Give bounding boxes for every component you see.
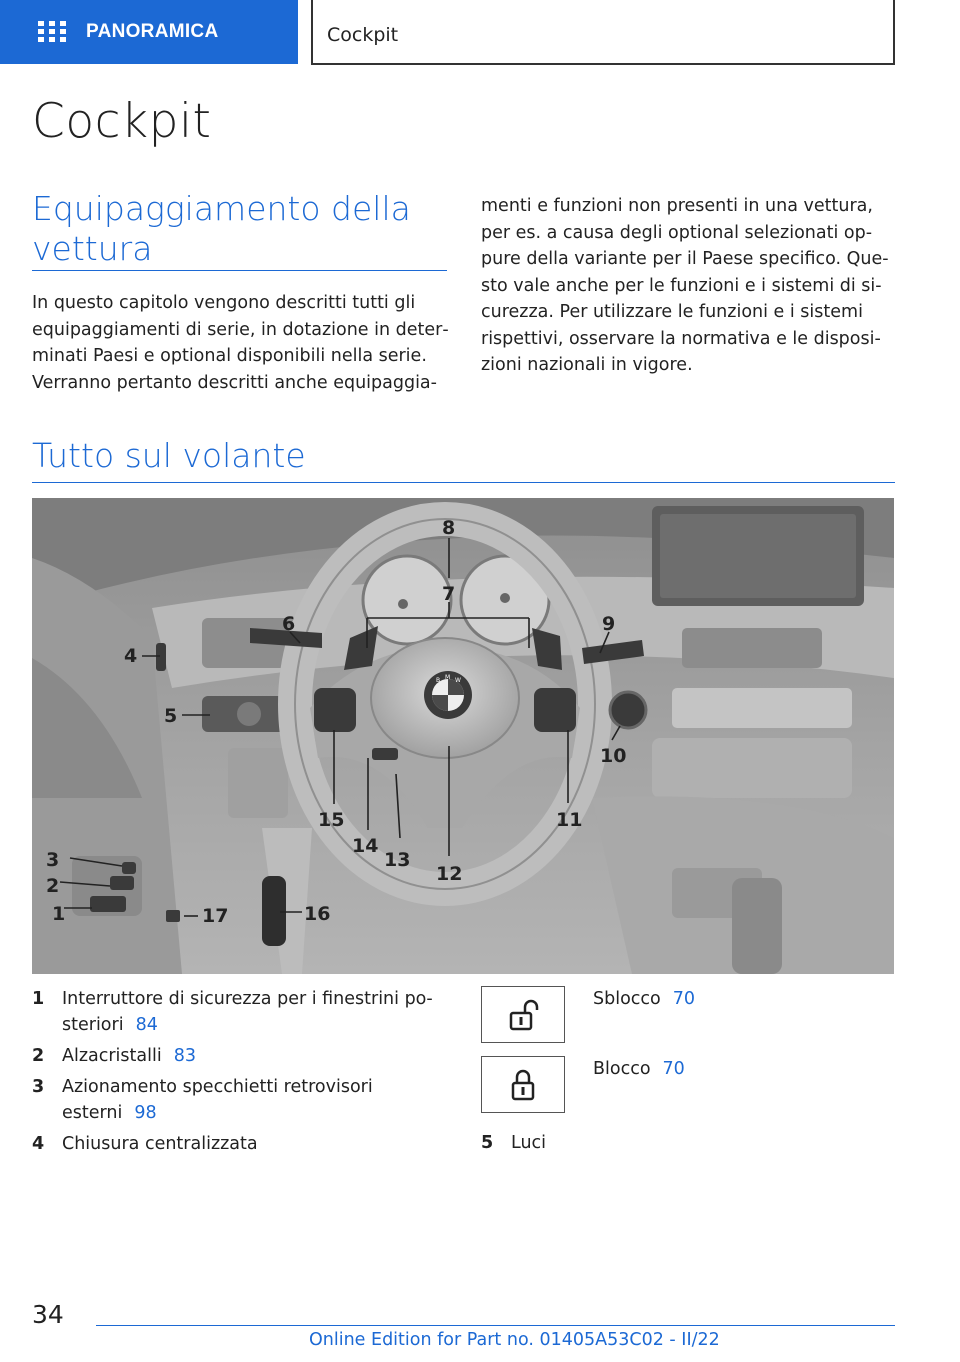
callout-8: 8 [442,517,456,539]
callout-16: 16 [304,903,331,925]
lock-row [481,1056,901,1126]
page-title: Cockpit [32,94,212,149]
legend-list-left [32,986,462,1162]
list-item [32,1074,462,1126]
page-number: 34 [32,1300,64,1329]
legend-list-right [481,986,901,1161]
callout-2: 2 [46,875,60,897]
logo-letter: B [436,677,441,684]
callout-6: 6 [282,613,296,635]
page-reference-link[interactable]: 84 [135,1015,158,1035]
list-item-text: Chiusura centralizzata [62,1134,258,1154]
grid-icon [38,21,66,43]
list-item [32,986,462,1038]
unlock-row [481,986,901,1056]
list-item-text: Alzacristalli [62,1046,162,1066]
section-divider [32,270,447,271]
list-item-number: 2 [32,1046,45,1066]
callout-7: 7 [442,583,456,605]
callout-4: 4 [124,645,138,667]
section-heading-steering-wheel: Tutto sul volante [32,436,306,475]
logo-letter: M [445,674,451,681]
intro-paragraph-left: In questo capitolo vengono descritti tutti gli equipaggiamenti di serie, in dotazione in determinati Paesi e optional disponibili nella serie. Verranno pertanto descritti anche equipaggia- [32,293,449,393]
section-divider [32,482,895,483]
list-item-text: Luci [511,1133,547,1153]
callout-13: 13 [384,849,411,871]
lock-label: Blocco [593,1059,651,1079]
list-item-number: 4 [32,1134,45,1154]
list-item-number: 1 [32,989,45,1009]
list-item-text: Azionamento specchietti retrovisori esterni [62,1077,373,1123]
callout-14: 14 [352,835,379,857]
list-item-text: Interruttore di sicurezza per i finestrini posteriori [62,989,433,1035]
page-reference-link[interactable]: 70 [672,989,696,1009]
callout-5: 5 [164,705,178,727]
callout-1: 1 [52,903,66,925]
section-breadcrumb: Cockpit [311,0,895,65]
page-reference-link[interactable]: 83 [173,1046,196,1066]
page-reference-link[interactable]: 98 [134,1103,157,1123]
list-item [481,1130,901,1156]
unlock-icon [481,986,565,1043]
cockpit-illustration [32,498,894,974]
footer-divider [96,1325,895,1326]
unlock-label: Sblocco [593,989,661,1009]
logo-letter: W [455,677,461,684]
section-heading-equipment: Equipaggiamento della vettura [32,189,411,268]
page-reference-link[interactable]: 70 [662,1059,685,1079]
lock-icon [481,1056,565,1113]
callout-3: 3 [46,849,60,871]
list-item-number: 5 [481,1133,494,1153]
panoramica-label: PANORAMICA [86,21,219,42]
online-edition-link[interactable]: Online Edition for Part no. 01405A53C02 - II/22 [309,1330,720,1350]
callout-17: 17 [202,905,229,927]
panoramica-tab[interactable] [0,0,298,64]
callout-15: 15 [318,809,345,831]
list-item [32,1131,462,1157]
callout-9: 9 [602,613,616,635]
callout-10: 10 [600,745,627,767]
intro-paragraph-right: menti e funzioni non presenti in una vettura, per es. a causa degli optional selezionati oppure della variante per il Paese specifico. Questo vale anche per le funzioni e i sistemi di sicurezza. Per utilizzare le funzioni e i sistemi rispettivi, osservare la normativa e le disposizioni nazionali in vigore. [481,196,889,375]
list-item-number: 3 [32,1077,45,1097]
callout-11: 11 [556,809,583,831]
list-item [32,1043,462,1069]
callout-12: 12 [436,863,463,885]
